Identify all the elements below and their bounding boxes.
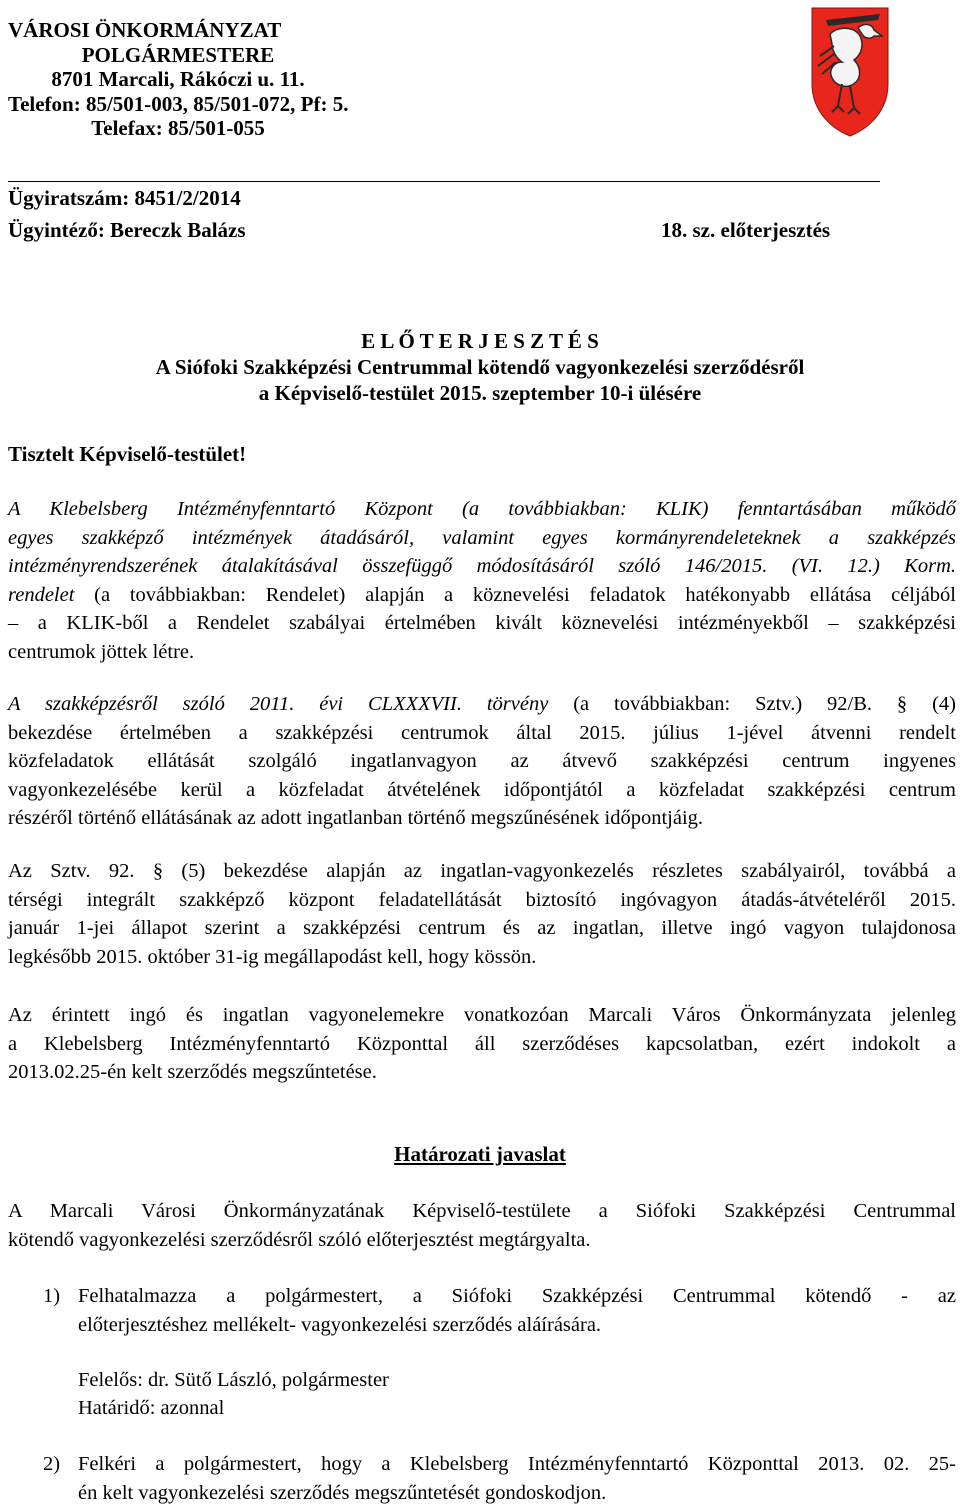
paragraph-2-line-1b: (a továbbiakban: Sztv.) 92/B. § (4) [548,693,956,715]
resolution-intro [8,1197,956,1254]
paragraph-4-line-2: a Klebelsberg Intézményfenntartó Központtal áll szerződéses kapcsolatban, ezért indokolt a [8,1032,956,1055]
proposal-number: 18. sz. előterjesztés [661,218,831,242]
proposal-subject: A Siófoki Szakképzési Centrummal kötendő vagyonkezelési szerződésről [155,355,805,379]
paragraph-4-line-3: 2013.02.25-én kelt szerződés megszűntetése. [8,1061,377,1084]
file-number: Ügyiratszám: 8451/2/2014 [8,186,241,210]
letterhead-line-4: Telefon: 85/501-003, 85/501-072, Pf: 5. [8,91,349,116]
resolution-item-1 [78,1282,956,1339]
resolution-item-1-number: 1) [43,1285,61,1307]
paragraph-2-line-5: részéről történő ellátásának az adott ingatlanban történő megszűnésének időpontjáig. [8,807,704,830]
resolution-item-2-line-1: Felkéri a polgármestert, hogy a Klebelsberg Intézményfenntartó Központtal 2013. 02. 25- [78,1453,956,1475]
resolution-item-1-line-2: előterjesztéshez mellékelt- vagyonkezelési szerződés aláírására. [78,1313,602,1336]
header-divider [8,181,880,182]
paragraph-1 [8,495,956,667]
resolution-heading: Határozati javaslat [394,1142,566,1166]
paragraph-3-line-1: Az Sztv. 92. § (5) bekezdése alapján az ingatlan-vagyonkezelés részletes szabályairól, továbbá a [8,860,956,882]
paragraph-1-line-4b: (a továbbiakban: Rendelet) alapján a köznevelési feladatok hatékonyabb ellátása céljából [74,583,956,606]
proposal-meeting: a Képviselő-testület 2015. szeptember 10-i ülésére [258,381,702,405]
paragraph-1-line-3: intézményrendszerének átalakításával összefüggő módosításáról szóló 146/2015. (VI. 12.) Korm. [8,555,956,578]
paragraph-3-line-2: térségi integrált szakképző központ feladatellátását biztosító ingóvagyon átadás-átvételéről 2015. [8,888,956,911]
proposal-title [0,328,960,406]
resolution-item-2-number: 2) [43,1453,61,1475]
deadline: Határidő: azonnal [78,1397,225,1419]
letterhead-line-5: Telefax: 85/501-055 [91,116,265,140]
paragraph-2-line-4: vagyonkezelésébe kerül a közfeladat átvételének időpontjától a közfeladat szakképzési centrum [8,778,956,801]
resolution-intro-line-2: kötendő vagyonkezelési szerződésről szóló előterjesztést megtárgyalta. [8,1228,591,1251]
resolution-intro-line-1: A Marcali Városi Önkormányzatának Képviselő-testülete a Siófoki Szakképzési Centrummal [8,1200,956,1222]
resolution-item-2-line-2: én kelt vagyonkezelési szerződés megszűntetését gondoskodjon. [78,1481,607,1504]
paragraph-4 [8,1001,956,1087]
salutation: Tisztelt Képviselő-testület! [8,442,247,466]
paragraph-2-line-2: bekezdése értelmében a szakképzési centrumok által 2015. július 1-jével átvenni rendelt [8,721,956,744]
responsible-person: Felelős: dr. Sütő László, polgármester [78,1369,389,1391]
paragraph-1-line-6: centrumok jöttek létre. [8,640,195,663]
case-officer: Ügyintéző: Bereczk Balázs [8,218,246,242]
paragraph-1-line-5: – a KLIK-ből a Rendelet szabályai értelmében kivált köznevelési intézményekből – szakképzési [8,612,956,635]
paragraph-2 [8,690,956,833]
paragraph-4-line-1: Az érintett ingó és ingatlan vagyonelemekre vonatkozóan Marcali Város Önkormányzata jelenleg [8,1004,956,1026]
crane-coat-of-arms-icon [808,6,892,138]
letterhead-line-3: 8701 Marcali, Rákóczi u. 11. [51,67,305,91]
resolution-item-2 [78,1450,956,1507]
paragraph-3 [8,857,956,971]
letterhead-line-1: VÁROSI ÖNKORMÁNYZAT [8,18,282,42]
paragraph-2-line-3: közfeladatok ellátását szolgáló ingatlanvagyon az átvevő szakképzési centrum ingyenes [8,750,956,773]
paragraph-1-line-4a: rendelet [8,583,75,606]
proposal-heading: E L Ő T E R J E S Z T É S [361,329,599,353]
paragraph-3-line-3: január 1-jei állapot szerint a szakképzési centrum és az ingatlan, illetve ingó vagyon tulajdonosa [8,917,956,940]
resolution-item-1-line-1: Felhatalmazza a polgármestert, a Siófoki Szakképzési Centrummal kötendő - az [78,1285,956,1307]
paragraph-2-line-1a: A szakképzésről szóló 2011. évi CLXXXVII. törvény [8,693,549,715]
letterhead [8,18,348,141]
paragraph-3-line-4: legkésőbb 2015. október 31-ig megállapodást kell, hogy kössön. [8,945,537,968]
paragraph-1-line-2: egyes szakképző intézmények átadásáról, valamint egyes kormányrendeleteknek a szakképzés [8,526,956,549]
paragraph-1-line-1: A Klebelsberg Intézményfenntartó Központ (a továbbiakban: KLIK) fenntartásában működő [8,498,956,520]
letterhead-line-2: POLGÁRMESTERE [81,42,275,67]
